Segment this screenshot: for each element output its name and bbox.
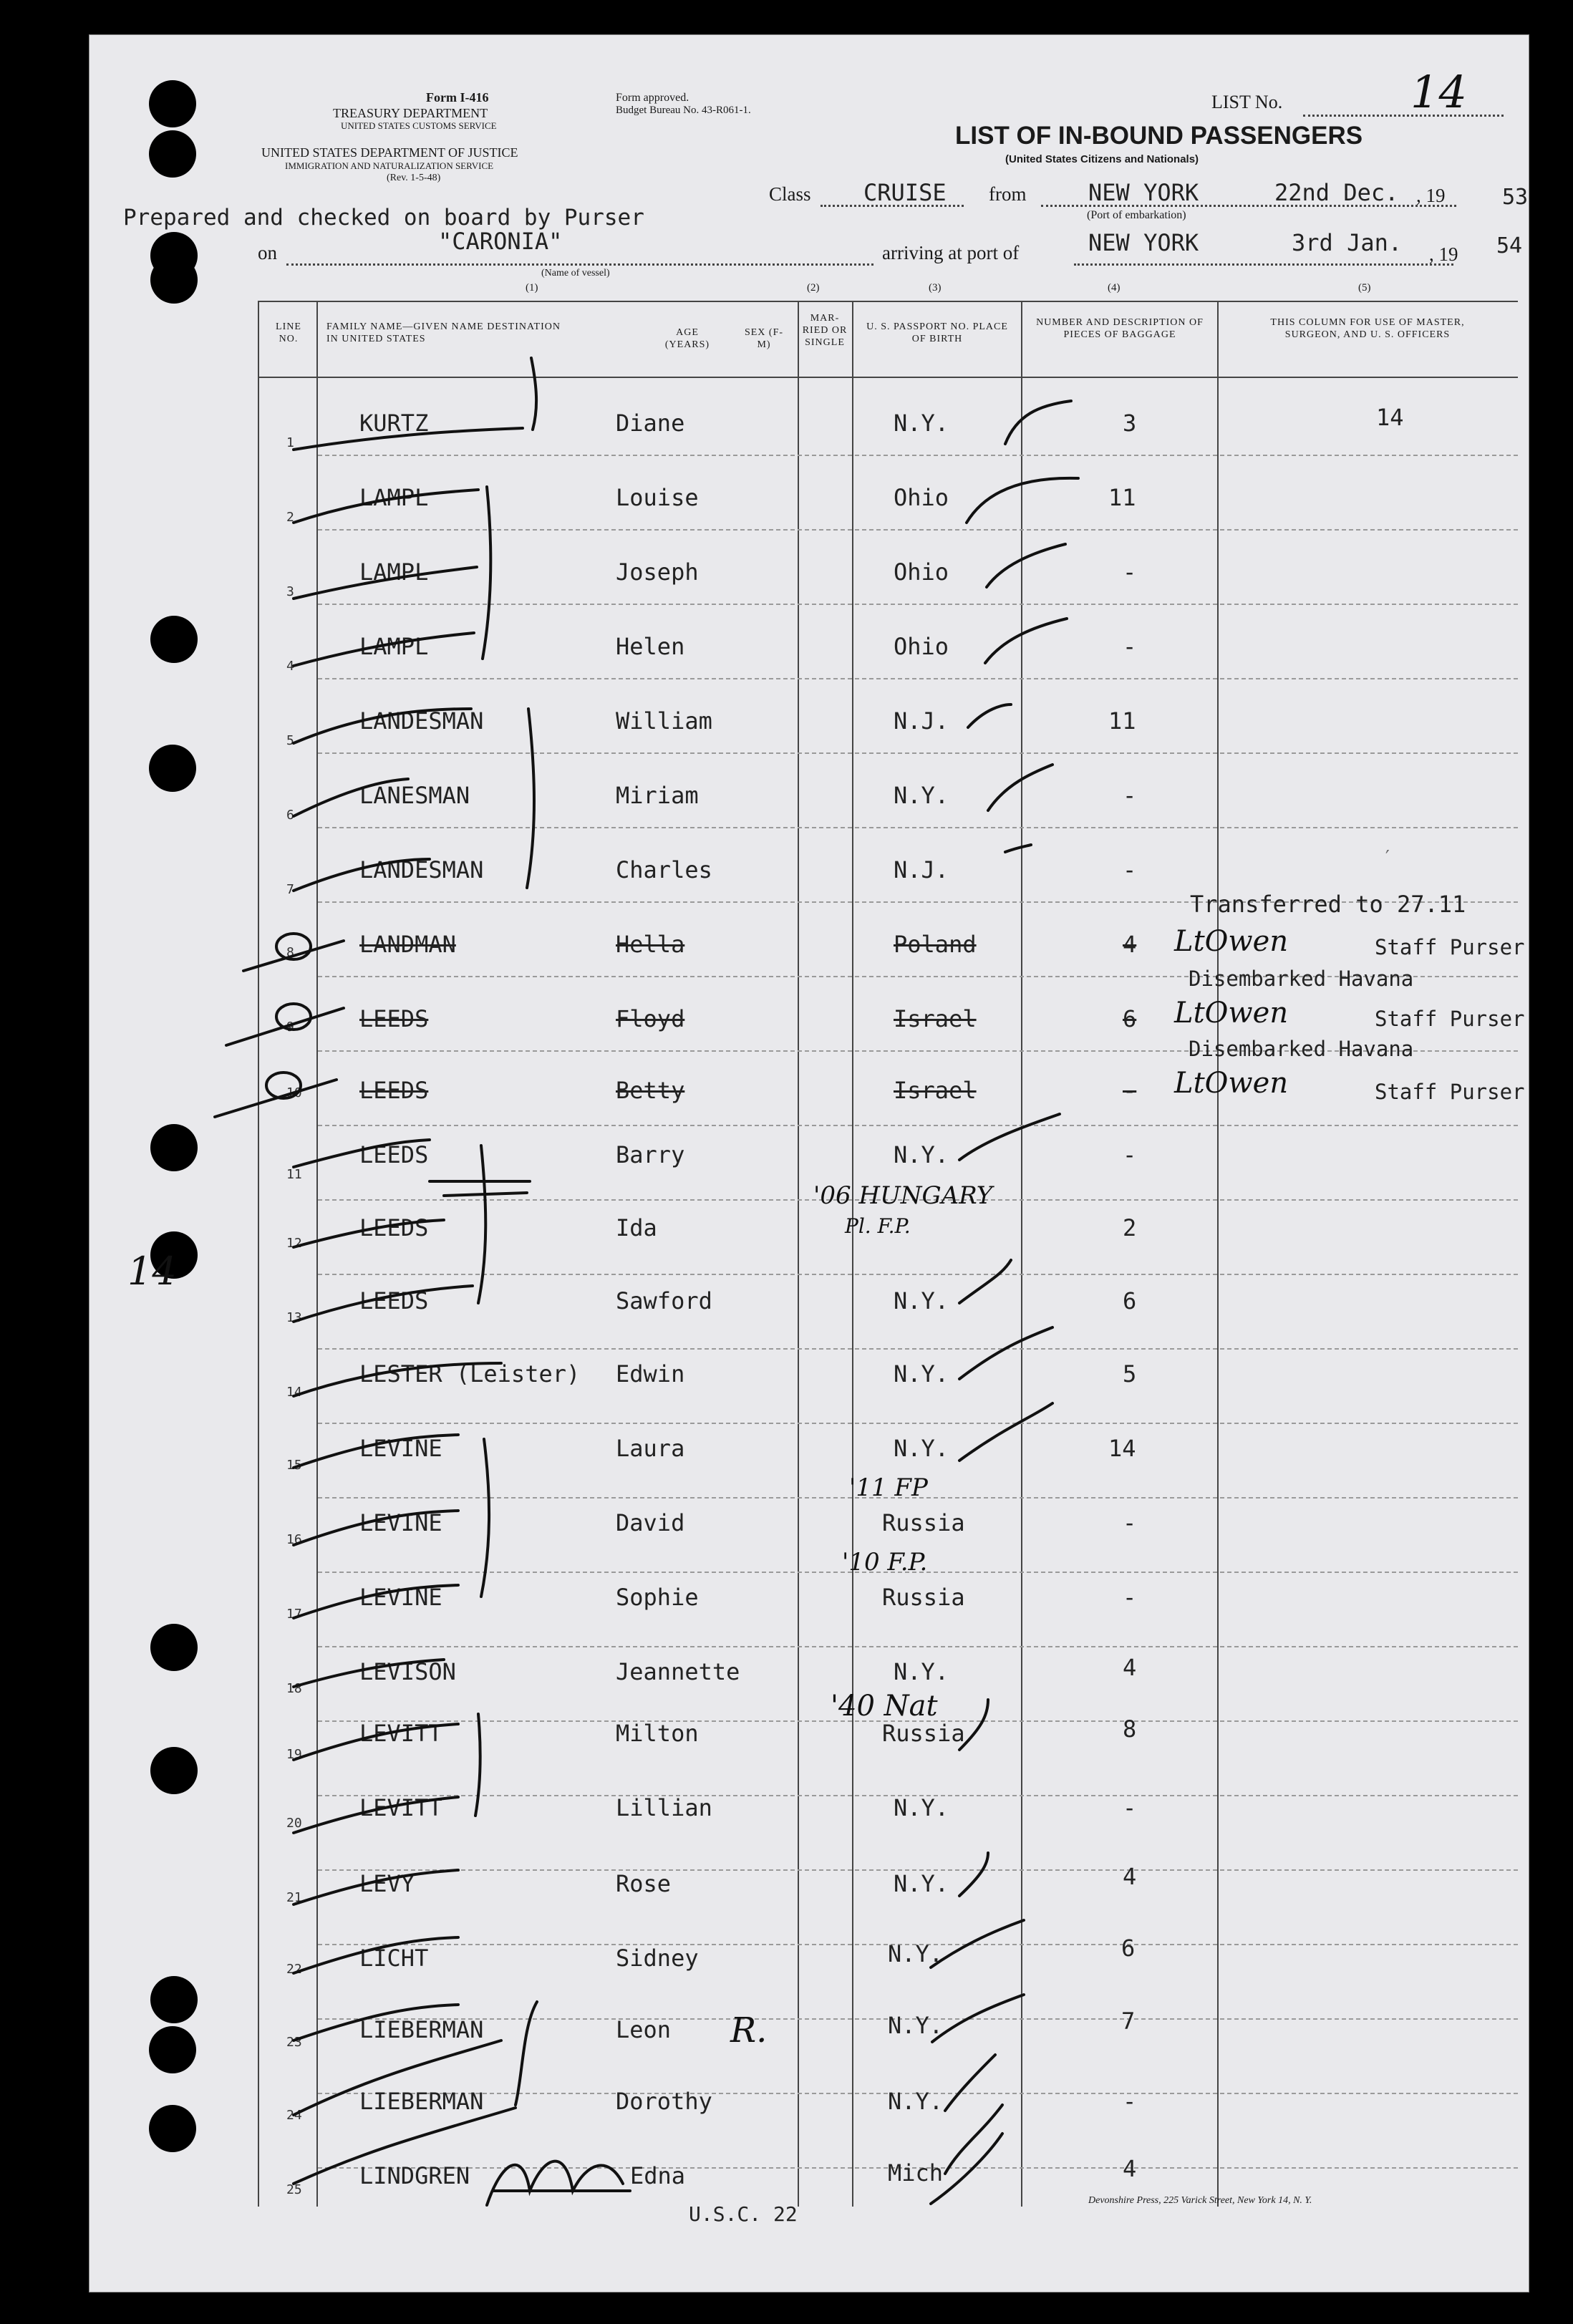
header-age: AGE (YEARS): [664, 327, 710, 350]
birthplace: N.Y.: [894, 1360, 949, 1388]
line-number: 20: [286, 1816, 302, 1831]
family-name: LIEBERMAN: [359, 2016, 484, 2043]
header-baggage: NUMBER AND DESCRIPTION OF PIECES OF BAGGAGE: [1036, 317, 1204, 340]
family-name: LAMPL: [359, 484, 429, 511]
staff-purser-label: Staff Purser: [1375, 1080, 1525, 1104]
baggage: 4: [1123, 2155, 1137, 2182]
family-bracket: [483, 487, 490, 659]
line-number: 10: [286, 1085, 302, 1100]
given-name: Dorothy: [616, 2088, 712, 2115]
line-number: 18: [286, 1681, 302, 1696]
line-number: 25: [286, 2182, 302, 2197]
staff-purser-label: Staff Purser: [1375, 935, 1525, 959]
purser-signature: LtOwen: [1174, 925, 1289, 958]
given-name: Floyd: [616, 1005, 685, 1032]
given-name: Edwin: [616, 1360, 685, 1388]
staff-purser-label: Staff Purser: [1375, 1007, 1525, 1031]
given-name: Louise: [616, 484, 699, 511]
given-name: Edna: [630, 2162, 686, 2189]
port-embarkation-caption: (Port of embarkation): [1087, 209, 1186, 221]
header-line-no: LINE NO.: [276, 321, 301, 344]
baggage: -: [1123, 2088, 1137, 2115]
family-name: LEEDS: [359, 1077, 429, 1104]
family-name: LEVINE: [359, 1435, 442, 1462]
given-name: Lillian: [616, 1794, 712, 1821]
family-name: LEEDS: [359, 1005, 429, 1032]
purser-signature: LtOwen: [1174, 1067, 1289, 1100]
transfer-note: Transferred to 27.11: [1190, 891, 1466, 918]
vessel-name: "CARONIA": [438, 228, 563, 255]
given-name: Diane: [616, 410, 685, 437]
baggage: -: [1123, 1794, 1137, 1821]
prepared-by: Prepared and checked on board by Purser: [123, 205, 644, 231]
family-bracket: [516, 2002, 537, 2105]
header-name: FAMILY NAME—GIVEN NAME DESTINATION IN UNITED STATES: [326, 321, 561, 344]
line-number: 7: [286, 882, 294, 897]
given-name: Ida: [616, 1214, 657, 1241]
vessel-caption: (Name of vessel): [541, 268, 610, 279]
purser-signature: LtOwen: [1174, 997, 1289, 1030]
family-name: LEEDS: [359, 1287, 429, 1314]
given-name: Joseph: [616, 558, 699, 586]
baggage: 11: [1108, 707, 1136, 735]
printer-imprint: Devonshire Press, 225 Varick Street, New York 14, N. Y.: [1088, 2195, 1312, 2206]
form-title: LIST OF IN-BOUND PASSENGERS: [955, 122, 1363, 150]
birthplace: N.Y.: [888, 1940, 944, 1967]
line-number: 3: [286, 584, 294, 599]
family-name: LANESMAN: [359, 782, 470, 809]
birthplace: Mich: [888, 2159, 944, 2187]
birthplace: N.Y.: [894, 782, 949, 809]
given-name: Milton: [616, 1720, 699, 1747]
line-number: 1: [286, 435, 294, 450]
family-name: LAMPL: [359, 558, 429, 586]
disembark-note: Disembarked Havana: [1189, 967, 1414, 991]
line-number: 16: [286, 1532, 302, 1547]
line-number: 14: [286, 1385, 302, 1400]
birthplace: Poland: [894, 931, 977, 958]
baggage: 4: [1123, 931, 1137, 958]
baggage: -: [1123, 1141, 1137, 1168]
faded-stamp: ′: [1382, 847, 1393, 868]
birthplace: Israel: [894, 1077, 977, 1104]
family-name: LEVY: [359, 1870, 415, 1897]
given-name: Hella: [616, 931, 685, 958]
given-name: Leon: [616, 2016, 672, 2043]
form-approval: Form approved.: [616, 92, 689, 104]
family-name: LEVITT: [359, 1720, 442, 1747]
baggage: 8: [1123, 1715, 1137, 1743]
on-label: on: [258, 242, 277, 263]
birthplace: Russia: [882, 1509, 965, 1536]
family-name: LANDESMAN: [359, 856, 484, 883]
col-number-2: (2): [807, 282, 820, 294]
margin-number: 14: [127, 1249, 177, 1294]
given-name: Sawford: [616, 1287, 712, 1314]
stamp-number: 14: [1376, 404, 1404, 431]
customs-service: UNITED STATES CUSTOMS SERVICE: [341, 120, 497, 131]
birthplace: Ohio: [894, 633, 949, 660]
arrive-year: 54: [1496, 233, 1523, 258]
list-no-label: LIST No.: [1211, 92, 1283, 112]
class-label: Class: [769, 183, 811, 205]
baggage: -: [1123, 633, 1137, 660]
justice-department: UNITED STATES DEPARTMENT OF JUSTICE: [261, 145, 518, 160]
given-name: Sophie: [616, 1584, 699, 1611]
department: TREASURY DEPARTMENT: [333, 106, 488, 120]
footer-code: U.S.C. 22: [689, 2202, 798, 2226]
baggage: 14: [1108, 1435, 1136, 1462]
family-name: LEEDS: [359, 1214, 429, 1241]
birthplace: N.Y.: [888, 2012, 944, 2039]
header-officers: THIS COLUMN FOR USE OF MASTER, SURGEON, AND U. S. OFFICERS: [1270, 317, 1465, 340]
family-name: LEVISON: [359, 1658, 456, 1685]
col-number-3: (3): [929, 282, 942, 294]
line-number: 2: [286, 510, 294, 525]
family-name: LINDGREN: [359, 2162, 470, 2189]
birthplace: N.Y.: [888, 2088, 944, 2115]
line-number: 19: [286, 1747, 302, 1762]
birthplace: N.J.: [894, 707, 949, 735]
handwritten-note: '11 FP: [849, 1473, 928, 1502]
header-sex: SEX (F-M): [744, 327, 784, 350]
baggage: 6: [1121, 1935, 1136, 1962]
depart-year: 53: [1502, 185, 1529, 210]
given-name: Helen: [616, 633, 685, 660]
given-name: Betty: [616, 1077, 685, 1104]
from-value: NEW YORK: [1088, 179, 1199, 206]
form-subtitle: (United States Citizens and Nationals): [1005, 153, 1199, 165]
family-name: LAMPL: [359, 633, 429, 660]
birthplace: N.J.: [894, 856, 949, 883]
line-number: 8: [286, 945, 294, 960]
baggage: 6: [1123, 1287, 1137, 1314]
birthplace: N.Y.: [894, 1141, 949, 1168]
baggage: -: [1123, 856, 1137, 883]
arrive-year-prefix: , 19: [1429, 243, 1458, 265]
given-name: Sidney: [616, 1945, 699, 1972]
birthplace: N.Y.: [894, 1870, 949, 1897]
family-name: LESTER (Leister): [359, 1360, 581, 1388]
handwritten-initial: R.: [730, 2010, 768, 2051]
disembark-note: Disembarked Havana: [1189, 1037, 1414, 1061]
handwritten-mark: Pl. F.P.: [845, 1214, 911, 1238]
arriving-label: arriving at port of: [882, 242, 1020, 263]
baggage: 4: [1123, 1654, 1137, 1681]
given-name: Charles: [616, 856, 712, 883]
birthplace: N.Y.: [894, 410, 949, 437]
birthplace: N.Y.: [894, 1435, 949, 1462]
baggage: 4: [1123, 1863, 1137, 1890]
given-name: William: [616, 707, 712, 735]
arrive-date: 3rd Jan.: [1292, 229, 1403, 256]
col-number-1: (1): [526, 282, 538, 294]
arrive-port: NEW YORK: [1088, 229, 1199, 256]
family-name: LEEDS: [359, 1141, 429, 1168]
baggage: 3: [1123, 410, 1137, 437]
birthplace: Russia: [882, 1584, 965, 1611]
family-name: LIEBERMAN: [359, 2088, 484, 2115]
given-name: Rose: [616, 1870, 672, 1897]
given-name: Jeannette: [616, 1658, 740, 1685]
from-label: from: [989, 183, 1027, 205]
header-married: MAR-RIED OR SINGLE: [802, 313, 848, 348]
family-bracket: [478, 1146, 485, 1303]
family-name: LICHT: [359, 1945, 429, 1972]
family-bracket: [481, 1439, 489, 1597]
depart-year-prefix: , 19: [1416, 185, 1446, 206]
family-name: LANDESMAN: [359, 707, 484, 735]
ins-service: IMMIGRATION AND NATURALIZATION SERVICE: [285, 160, 494, 171]
handwritten-note: '10 F.P.: [842, 1548, 928, 1577]
family-name: LANDMAN: [359, 931, 456, 958]
family-bracket: [475, 1714, 480, 1816]
line-number: 24: [286, 2108, 302, 2123]
form-number: Form I-416: [426, 90, 489, 105]
line-number: 21: [286, 1890, 302, 1905]
handwritten-birthplace: '06 HUNGARY: [813, 1181, 993, 1210]
list-no-value: 14: [1410, 66, 1467, 118]
baggage: -: [1123, 782, 1137, 809]
birthplace: Ohio: [894, 484, 949, 511]
revision: (Rev. 1-5-48): [387, 173, 441, 183]
family-bracket: [531, 358, 536, 430]
depart-date: 22nd Dec.: [1274, 179, 1399, 206]
baggage: 5: [1123, 1360, 1137, 1388]
col-number-5: (5): [1358, 282, 1371, 294]
baggage: -: [1123, 558, 1137, 586]
line-number: 13: [286, 1310, 302, 1325]
given-name: Miriam: [616, 782, 699, 809]
budget-bureau: Budget Bureau No. 43-R061-1.: [616, 105, 751, 116]
line-number: 11: [286, 1167, 302, 1182]
handwritten-note: '40 Nat: [831, 1690, 938, 1723]
baggage: 6: [1123, 1005, 1137, 1032]
birthplace: Israel: [894, 1005, 977, 1032]
given-name: David: [616, 1509, 685, 1536]
line-number: 17: [286, 1607, 302, 1622]
birthplace: N.Y.: [894, 1658, 949, 1685]
line-number: 15: [286, 1458, 302, 1473]
col-number-4: (4): [1108, 282, 1121, 294]
line-number: 23: [286, 2035, 302, 2050]
family-name: LEVINE: [359, 1509, 442, 1536]
line-number: 9: [286, 1020, 294, 1035]
baggage: 7: [1121, 2008, 1136, 2035]
birthplace: N.Y.: [894, 1287, 949, 1314]
birthplace: Russia: [882, 1720, 965, 1747]
family-bracket: [527, 709, 534, 888]
header-passport: U. S. PASSPORT NO. PLACE OF BIRTH: [866, 321, 1008, 344]
line-number: 22: [286, 1962, 302, 1977]
birthplace: N.Y.: [894, 1794, 949, 1821]
class-value: CRUISE: [863, 179, 947, 206]
line-number: 5: [286, 733, 294, 748]
baggage: -: [1123, 1584, 1137, 1611]
given-name: Laura: [616, 1435, 685, 1462]
family-name: LEVINE: [359, 1584, 442, 1611]
baggage: 11: [1108, 484, 1136, 511]
baggage: -: [1123, 1509, 1137, 1536]
line-number: 6: [286, 808, 294, 823]
given-name: Barry: [616, 1141, 685, 1168]
baggage: -: [1123, 1077, 1137, 1104]
family-name: LEVITT: [359, 1794, 442, 1821]
baggage: 2: [1123, 1214, 1137, 1241]
family-name: KURTZ: [359, 410, 429, 437]
line-number: 12: [286, 1236, 302, 1251]
line-number: 4: [286, 659, 294, 674]
birthplace: Ohio: [894, 558, 949, 586]
